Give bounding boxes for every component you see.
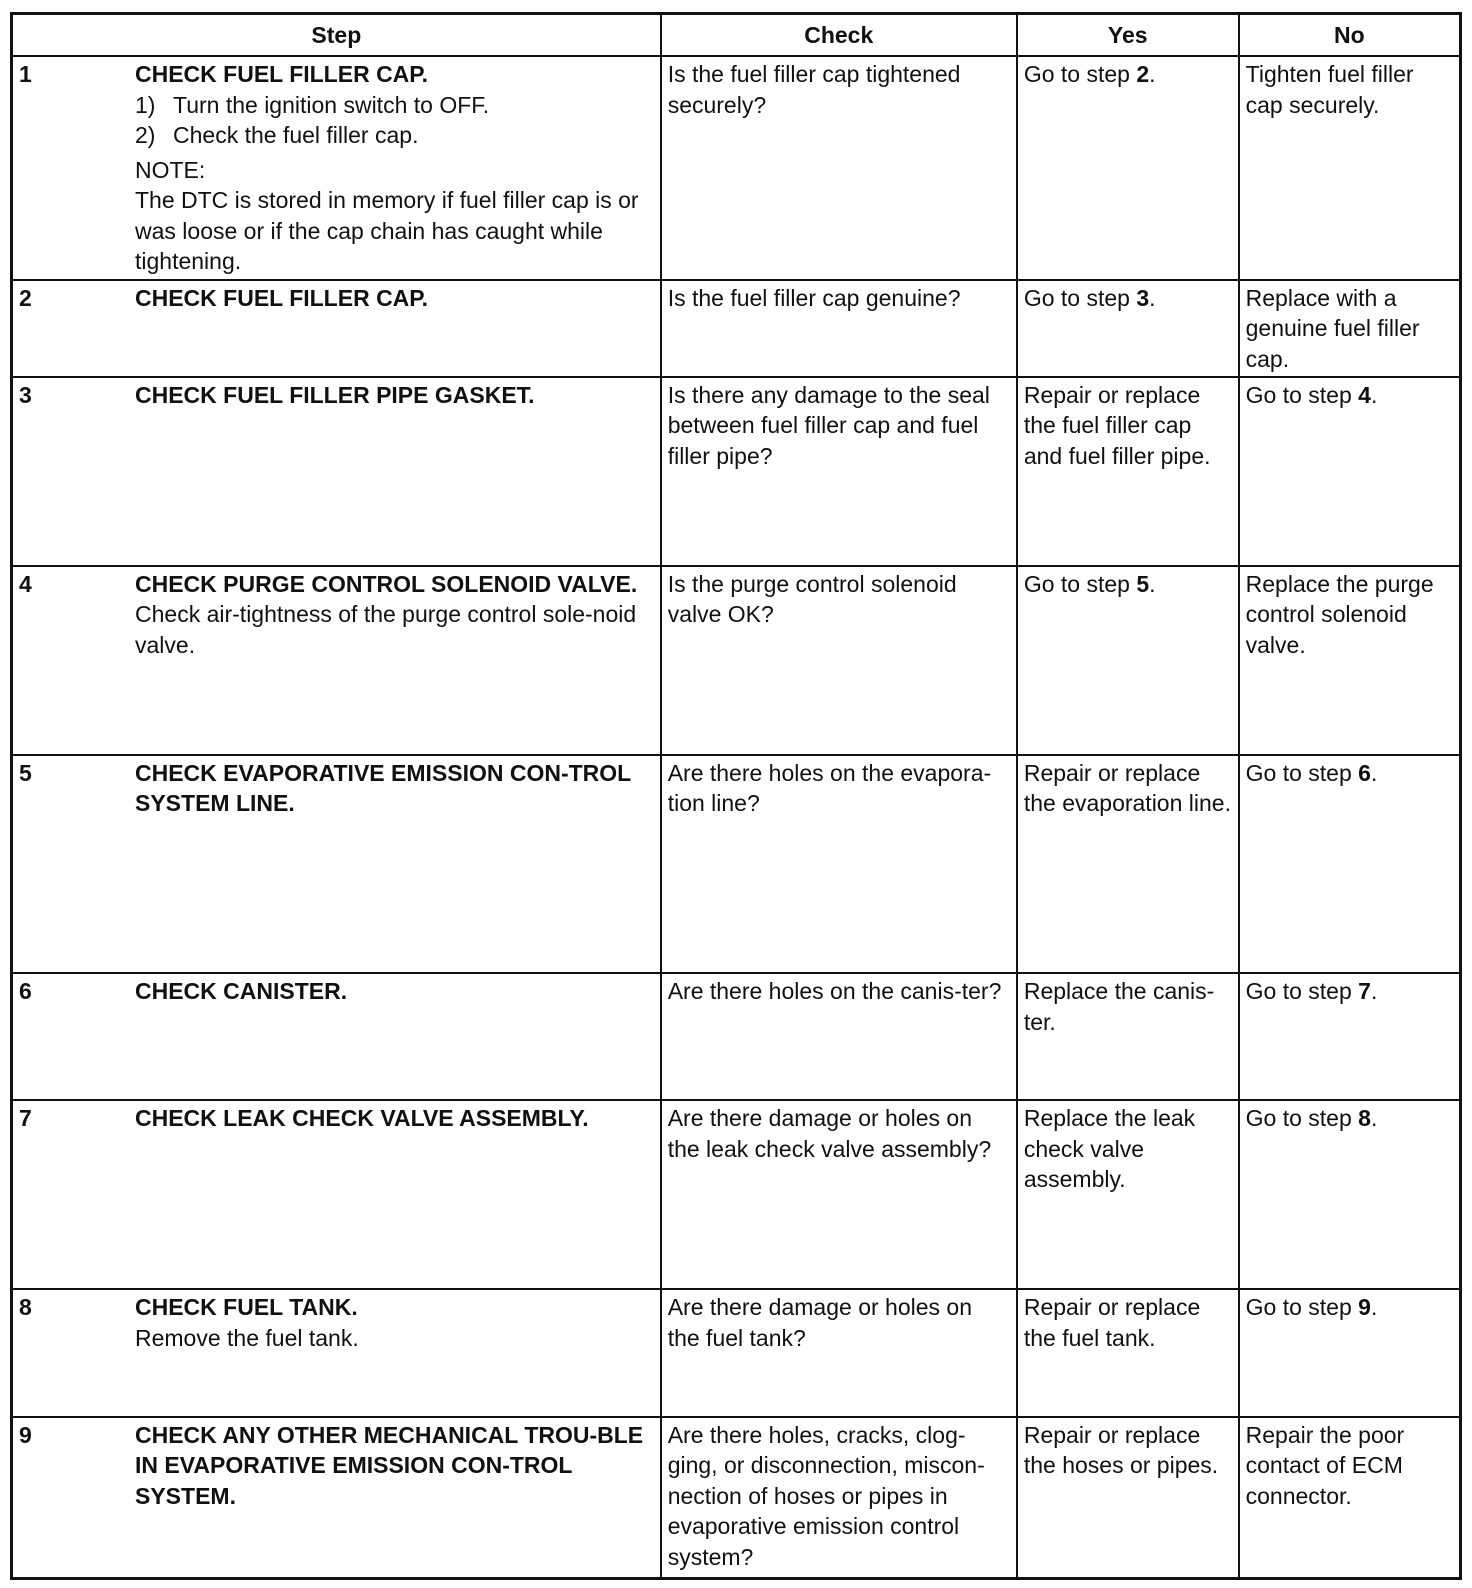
yes-step-number: 3 [1136,284,1150,311]
no-cell: Tighten fuel filler cap securely. [1239,56,1461,280]
table-row [12,280,1461,377]
no-cell [1239,973,1461,1100]
no-cell [1239,1289,1461,1416]
no-step-number: 9 [1358,1294,1371,1321]
step-cell [12,1100,661,1289]
step-title: CHECK FUEL TANK. [135,1294,358,1321]
yes-prefix: Go to step [1023,61,1137,87]
check-cell: Is the fuel filler cap genuine? [661,280,1017,377]
table-row [12,56,1461,280]
no-step-number: 4 [1358,381,1371,408]
header-step: Step [12,14,661,57]
check-cell: Are there damage or holes on the fuel tank? [661,1289,1017,1416]
step-cell [12,56,661,280]
table-row [12,1417,1461,1579]
substep [135,120,654,151]
yes-step-number: 5 [1136,570,1150,597]
table-row [12,566,1461,755]
step-number: 5 [19,759,32,786]
step-cell [12,973,661,1100]
table-row [12,377,1461,566]
note-text: The DTC is stored in memory if fuel filler cap is or was loose or if the cap chain has caught while tightening. [135,187,639,274]
no-step-number: 8 [1358,1105,1371,1132]
check-cell: Is the purge control solenoid valve OK? [661,566,1017,755]
step-number: 4 [19,570,32,597]
step-cell [12,1417,661,1579]
step-title: CHECK EVAPORATIVE EMISSION CON-TROL SYSTEM LINE. [135,759,631,817]
yes-suffix: . [1149,284,1156,311]
step-title: CHECK PURGE CONTROL SOLENOID VALVE. [135,570,638,597]
substep-text: Turn the ignition switch to OFF. [173,91,490,118]
step-title: CHECK ANY OTHER MECHANICAL TROU-BLE IN EVAPORATIVE EMISSION CON-TROL SYSTEM. [135,1421,644,1509]
yes-suffix: . [1149,61,1156,87]
check-cell: Are there holes, cracks, clog-ging, or disconnection, miscon-nection of hoses or pipes in evaporative emission control system? [661,1417,1017,1579]
table-row [12,1289,1461,1416]
step-number: 1 [19,61,32,87]
step-number: 7 [19,1105,32,1132]
step-title: CHECK FUEL FILLER CAP. [135,284,429,311]
substep-text: Check the fuel filler cap. [173,122,419,148]
step-title: CHECK LEAK CHECK VALVE ASSEMBLY. [135,1105,589,1132]
no-suffix: . [1370,1105,1378,1132]
no-cell: Replace the purge control solenoid valve. [1239,566,1461,755]
no-cell [1239,755,1461,973]
yes-cell: Repair or replace the fuel tank. [1017,1289,1239,1416]
no-step-number: 7 [1358,978,1371,1005]
substep [135,90,654,121]
step-cell [12,1289,661,1416]
no-prefix: Go to step [1245,381,1359,408]
step-cell [12,755,661,973]
yes-cell [1017,56,1239,280]
table-row [12,973,1461,1100]
no-suffix: . [1370,1294,1378,1321]
header-row [12,14,1461,57]
step-title: CHECK CANISTER. [135,978,348,1005]
table-row [12,755,1461,973]
substep-number: 1) [135,91,156,118]
step-cell [12,377,661,566]
step-number: 2 [19,284,32,311]
step-cell [12,566,661,755]
yes-suffix: . [1149,570,1156,597]
check-cell: Are there damage or holes on the leak check valve assembly? [661,1100,1017,1289]
yes-cell: Repair or replace the evaporation line. [1017,755,1239,973]
no-step-number: 6 [1358,759,1371,786]
no-cell [1239,1100,1461,1289]
step-description: Check air-tightness of the purge control sole-noid valve. [135,601,637,658]
yes-cell: Replace the leak check valve assembly. [1017,1100,1239,1289]
yes-step-number: 2 [1136,61,1150,87]
yes-cell: Repair or replace the hoses or pipes. [1017,1417,1239,1579]
yes-cell [1017,280,1239,377]
check-cell: Are there holes on the canis-ter? [661,973,1017,1100]
yes-cell: Repair or replace the fuel filler cap and fuel filler pipe. [1017,377,1239,566]
step-number: 6 [19,978,32,1005]
check-cell: Are there holes on the evapora-tion line? [661,755,1017,973]
no-prefix: Go to step [1245,978,1359,1005]
no-prefix: Go to step [1245,759,1359,786]
yes-cell [1017,566,1239,755]
no-cell [1239,377,1461,566]
yes-prefix: Go to step [1023,570,1137,597]
no-suffix: . [1370,978,1378,1005]
note-label: NOTE: [135,156,206,183]
no-prefix: Go to step [1245,1294,1359,1321]
step-cell [12,280,661,377]
step-number: 8 [19,1294,32,1321]
check-cell: Is the fuel filler cap tightened securely? [661,56,1017,280]
no-suffix: . [1370,759,1378,786]
no-suffix: . [1370,381,1378,408]
table-row [12,1100,1461,1289]
no-cell: Replace with a genuine fuel filler cap. [1239,280,1461,377]
no-cell: Repair the poor contact of ECM connector. [1239,1417,1461,1579]
yes-prefix: Go to step [1023,284,1137,311]
step-title: CHECK FUEL FILLER CAP. [135,61,429,87]
step-number: 3 [19,381,32,408]
header-yes: Yes [1017,14,1239,57]
step-title: CHECK FUEL FILLER PIPE GASKET. [135,381,535,408]
step-description: Remove the fuel tank. [135,1324,359,1351]
yes-cell: Replace the canis-ter. [1017,973,1239,1100]
header-no: No [1239,14,1461,57]
no-prefix: Go to step [1245,1105,1359,1132]
substep-number: 2) [135,122,156,148]
header-check: Check [661,14,1017,57]
check-cell: Is there any damage to the seal between fuel filler cap and fuel filler pipe? [661,377,1017,566]
step-number: 9 [19,1421,32,1448]
diagnostic-table [10,12,1462,1580]
